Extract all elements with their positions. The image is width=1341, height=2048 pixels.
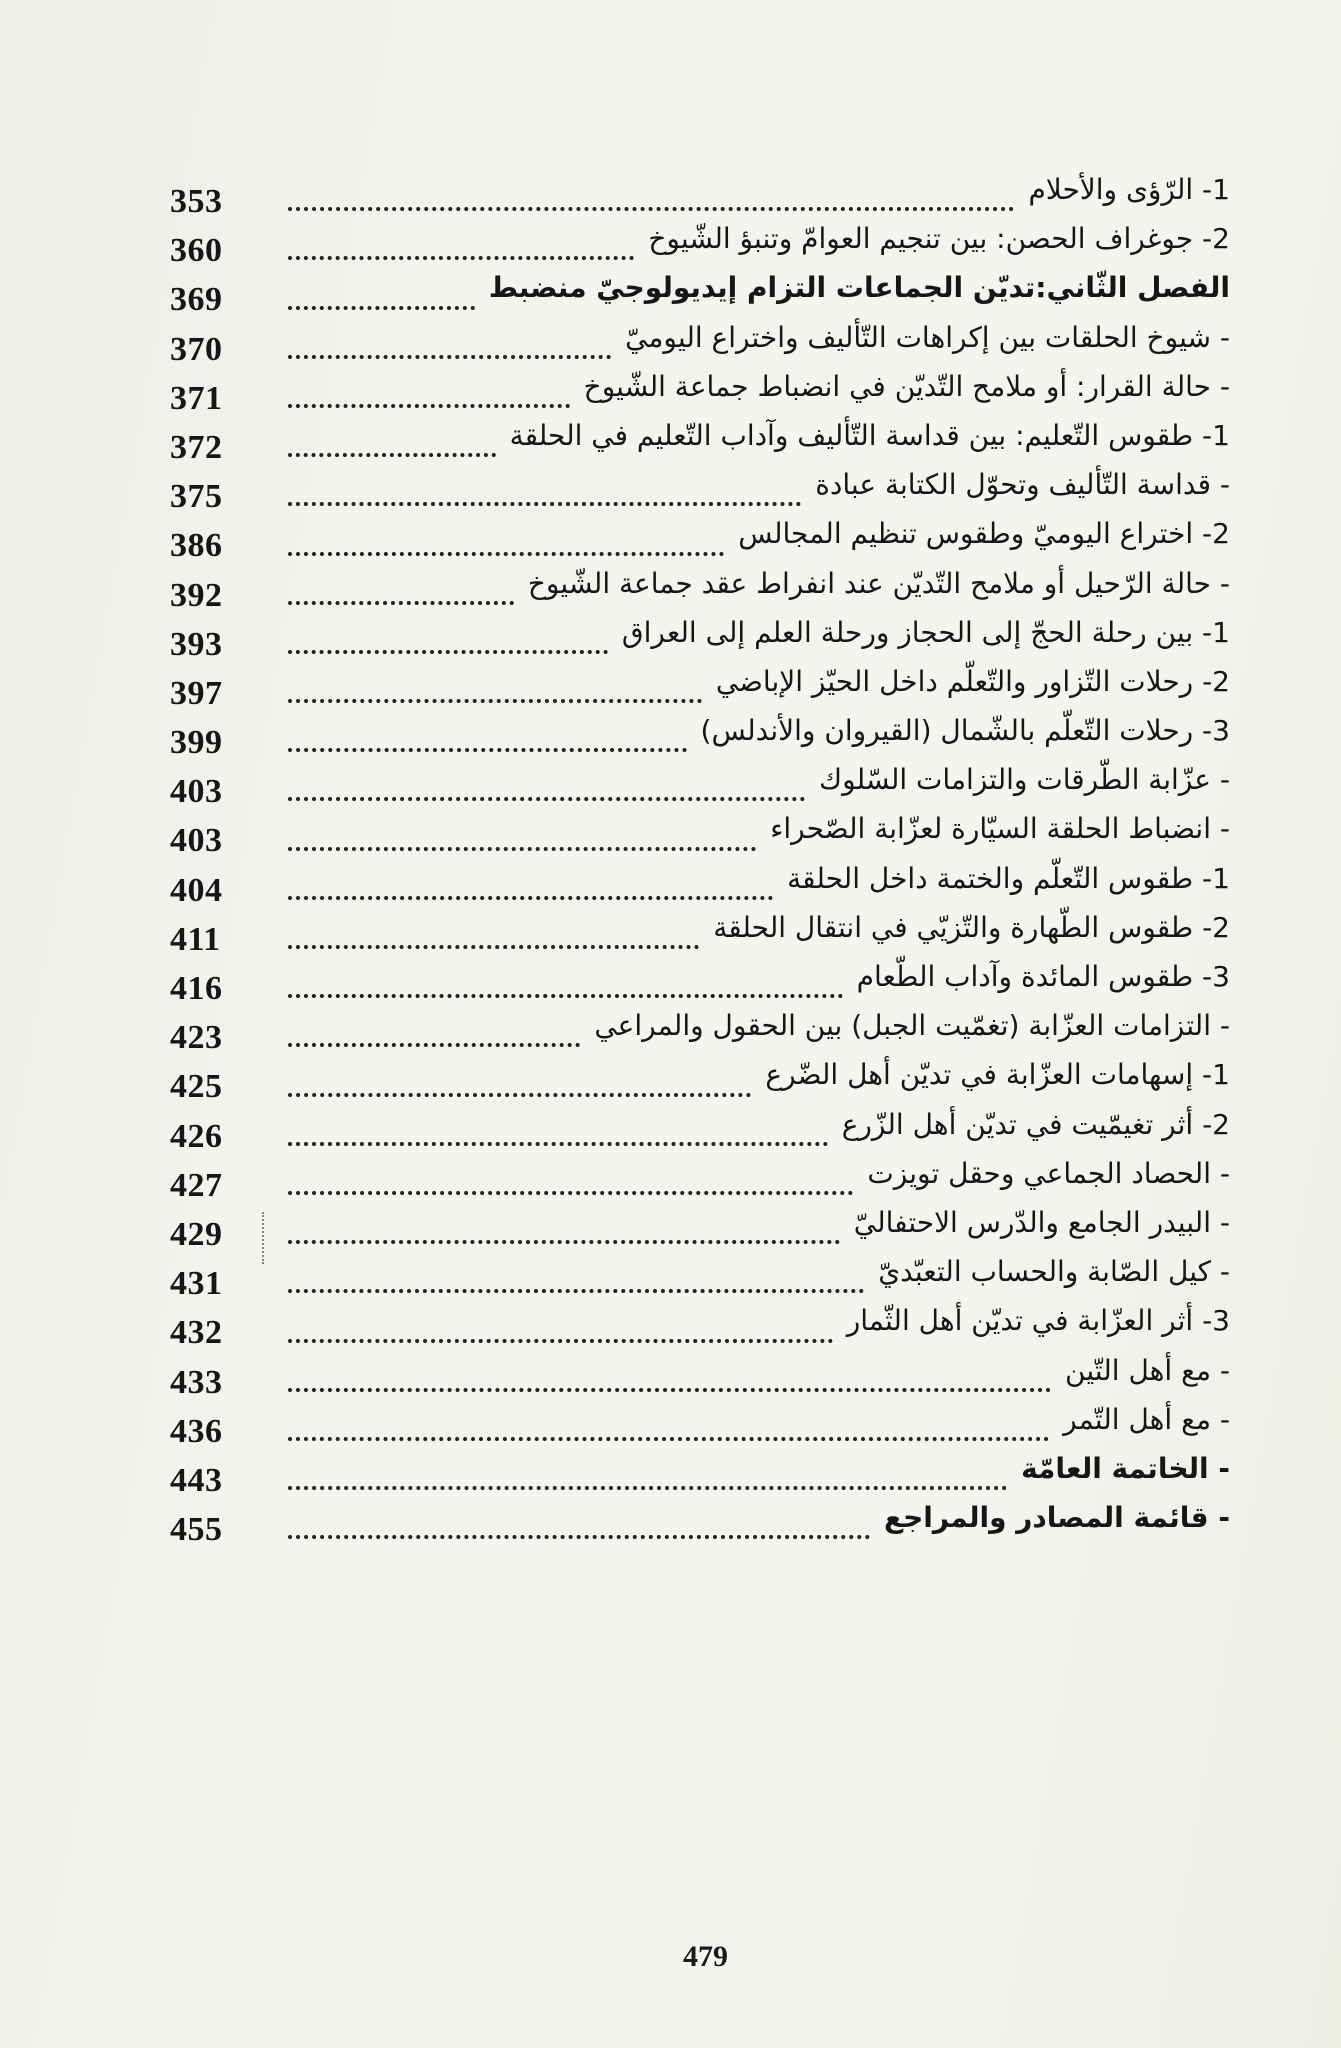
toc-entry	[170, 807, 1230, 860]
toc-dot-leader	[288, 453, 496, 457]
toc-entry	[170, 1398, 1230, 1450]
toc-dot-leader	[288, 552, 724, 556]
toc-dot-leader	[288, 256, 634, 260]
toc-title	[738, 514, 1230, 554]
toc-dot-leader	[288, 650, 608, 654]
toc-dot-leader	[288, 1339, 833, 1343]
toc-title-text: 1- الرّؤى والأحلام	[1028, 173, 1230, 206]
toc-title	[489, 268, 1230, 308]
toc-title	[716, 662, 1230, 702]
toc-title	[594, 1006, 1230, 1046]
toc-page-number: 455	[170, 1511, 223, 1549]
toc-title-text: 2- رحلات التّزاور والتّعلّم داخل الحيّز الإباضي	[715, 664, 1230, 698]
toc-title	[1065, 1351, 1230, 1391]
toc-entry	[170, 955, 1230, 1007]
toc-dot-leader	[288, 1486, 1007, 1490]
toc-title-text: - مع أهل التّمر	[1063, 1402, 1230, 1436]
toc-title	[787, 859, 1230, 899]
toc-entry	[170, 1496, 1230, 1549]
toc-title-text: - كيل الصّابة والحساب التعبّديّ	[878, 1255, 1230, 1289]
toc-page-number: 433	[170, 1363, 223, 1401]
toc-dot-leader	[288, 1240, 840, 1244]
toc-page-number: 397	[170, 674, 223, 712]
toc-page-number: 403	[170, 773, 223, 811]
toc-dot-leader	[288, 1191, 853, 1195]
toc-dot-leader	[288, 699, 702, 703]
toc-entry	[170, 611, 1230, 663]
toc-page-number: 375	[170, 478, 223, 516]
selection-marker	[262, 1212, 267, 1264]
toc-title	[701, 711, 1230, 751]
toc-entry	[170, 266, 1230, 319]
toc-entry	[170, 1250, 1230, 1303]
toc-dot-leader	[288, 1093, 751, 1097]
toc-page-number: 372	[170, 428, 223, 466]
toc-title	[1028, 170, 1230, 210]
toc-entry	[170, 1201, 1230, 1253]
toc-entry	[170, 217, 1230, 270]
toc-dot-leader	[288, 306, 475, 310]
toc-page-number: 426	[170, 1117, 223, 1155]
toc-entry	[170, 512, 1230, 565]
toc-dot-leader	[288, 896, 773, 900]
toc-title-text: - الخاتمة العامّة	[1021, 1451, 1230, 1485]
toc-entry	[170, 1103, 1230, 1155]
toc-page-number: 425	[170, 1068, 223, 1106]
toc-title	[847, 1301, 1230, 1341]
toc-title	[765, 1055, 1230, 1095]
toc-title-text: - شيوخ الحلقات بين إكراهات التّأليف واختراع اليوميّ	[625, 320, 1230, 354]
toc-entry	[170, 709, 1230, 762]
toc-title-text: - حالة القرار: أو ملامح التّديّن في انضباط جماعة الشّيوخ	[583, 369, 1230, 403]
toc-title	[878, 1252, 1230, 1292]
toc-page-number: 429	[170, 1215, 223, 1253]
toc-title-text: - قداسة التّأليف وتحوّل الكتابة عبادة	[815, 468, 1230, 502]
toc-title-text: 1- طقوس التّعلّم والختمة داخل الحلقة	[787, 861, 1230, 895]
toc-page-number: 369	[170, 281, 223, 319]
toc-title-text: 1- بين رحلة الحجّ إلى الحجاز ورحلة العلم إلى العراق	[621, 615, 1230, 649]
toc-page-number: 371	[170, 379, 223, 417]
toc-entry	[170, 562, 1230, 614]
toc-title	[625, 318, 1230, 358]
toc-page-number: 403	[170, 822, 223, 860]
toc-title-text: - انضباط الحلقة السيّارة لعزّابة الصّحراء	[770, 812, 1230, 846]
toc-title-text: 3- رحلات التّعلّم بالشّمال (القيروان والأندلس)	[700, 714, 1230, 748]
toc-title-text: - مع أهل التّين	[1065, 1353, 1230, 1387]
toc-page-number: 399	[170, 724, 223, 762]
toc-title	[1021, 1449, 1230, 1489]
toc-page-number: 431	[170, 1265, 223, 1303]
toc-page-number: 443	[170, 1461, 223, 1499]
toc-dot-leader	[288, 994, 843, 998]
toc-title	[648, 219, 1230, 259]
toc-title-text: الفصل الثّاني:تديّن الجماعات التزام إيديولوجيّ منضبط	[488, 271, 1230, 305]
toc-title-text: - البيدر الجامع والدّرس الاحتفاليّ	[853, 1205, 1230, 1239]
toc-title-text: - قائمة المصادر والمراجع	[883, 1501, 1230, 1535]
toc-page-number: 423	[170, 1019, 223, 1057]
toc-dot-leader	[288, 355, 611, 359]
toc-dot-leader	[288, 1437, 1049, 1441]
toc-dot-leader	[288, 748, 687, 752]
toc-entry	[170, 1053, 1230, 1106]
toc-title	[510, 416, 1230, 456]
toc-page-number: 392	[170, 576, 223, 614]
toc-title	[528, 564, 1230, 604]
toc-entry	[170, 414, 1230, 466]
toc-page-number: 370	[170, 330, 223, 368]
toc-title-text: - الحصاد الجماعي وحقل تويزت	[867, 1156, 1230, 1190]
toc-page-number: 432	[170, 1314, 223, 1352]
toc-title-text: 3- طقوس المائدة وآداب الطّعام	[856, 960, 1230, 993]
toc-page-number: 436	[170, 1412, 223, 1450]
toc-entry	[170, 1447, 1230, 1499]
toc-title-text: - عزّابة الطّرقات والتزامات السّلوك	[819, 763, 1230, 797]
toc-dot-leader	[288, 1388, 1051, 1392]
toc-dot-leader	[288, 601, 514, 605]
toc-page-number: 386	[170, 527, 223, 565]
toc-title	[713, 908, 1230, 948]
toc-entry	[170, 463, 1230, 516]
toc-title	[819, 760, 1230, 800]
toc-dot-leader	[288, 502, 801, 506]
toc-dot-leader	[288, 1142, 828, 1146]
table-of-contents	[170, 168, 1230, 1549]
toc-title-text: 2- طقوس الطّهارة والتّزيّي في انتقال الحلقة	[713, 910, 1230, 944]
toc-title-text: 2- جوغراف الحصن: بين تنجيم العوامّ وتنبؤ الشّيوخ	[648, 222, 1230, 256]
toc-dot-leader	[288, 945, 699, 949]
toc-entry	[170, 758, 1230, 811]
toc-title-text: 1- طقوس التّعليم: بين قداسة التّأليف وآداب التّعليم في الحلقة	[509, 418, 1230, 452]
toc-title-text: 2- أثر تغيمّيت في تديّن أهل الزّرع	[841, 1107, 1230, 1141]
toc-entry	[170, 857, 1230, 909]
toc-entry	[170, 365, 1230, 417]
toc-page-number: 427	[170, 1166, 223, 1204]
toc-dot-leader	[288, 1535, 870, 1539]
toc-entry	[170, 906, 1230, 958]
toc-page-number: 353	[170, 183, 223, 220]
toc-title-text: 3- أثر العزّابة في تديّن أهل الثّمار	[846, 1304, 1230, 1338]
toc-title	[867, 1154, 1230, 1194]
toc-entry	[170, 1004, 1230, 1057]
toc-entry	[170, 660, 1230, 712]
toc-title	[884, 1498, 1230, 1538]
toc-title-text: - حالة الرّحيل أو ملامح التّديّن عند انفراط عقد جماعة الشّيوخ	[527, 566, 1230, 600]
toc-title	[842, 1105, 1230, 1145]
toc-title	[770, 809, 1230, 849]
toc-dot-leader	[288, 847, 756, 851]
toc-page-number: 404	[170, 871, 223, 909]
toc-title	[857, 957, 1230, 997]
toc-title-text: 1- إسهامات العزّابة في تديّن أهل الضّرع	[765, 1058, 1230, 1092]
toc-title	[622, 613, 1230, 653]
toc-title	[1063, 1400, 1230, 1440]
toc-dot-leader	[288, 404, 570, 408]
toc-page-number: 416	[170, 970, 223, 1007]
toc-page-number: 393	[170, 625, 223, 663]
toc-page-number: 411	[170, 920, 221, 958]
toc-dot-leader	[288, 797, 805, 801]
toc-entry	[170, 316, 1230, 368]
toc-title	[815, 465, 1230, 505]
toc-entry	[170, 1152, 1230, 1204]
page-number: 479	[683, 1940, 728, 1973]
toc-dot-leader	[288, 1289, 864, 1293]
toc-title-text: 2- اختراع اليوميّ وطقوس تنظيم المجالس	[738, 517, 1230, 551]
toc-title	[854, 1203, 1230, 1243]
toc-dot-leader	[288, 1043, 580, 1047]
toc-title	[584, 367, 1230, 407]
toc-entry	[170, 168, 1230, 220]
toc-entry	[170, 1349, 1230, 1401]
toc-dot-leader	[288, 207, 1014, 211]
toc-entry	[170, 1299, 1230, 1352]
toc-title-text: - التزامات العزّابة (تغمّيت الجبل) بين الحقول والمراعي	[594, 1009, 1230, 1043]
toc-page-number: 360	[170, 232, 223, 270]
